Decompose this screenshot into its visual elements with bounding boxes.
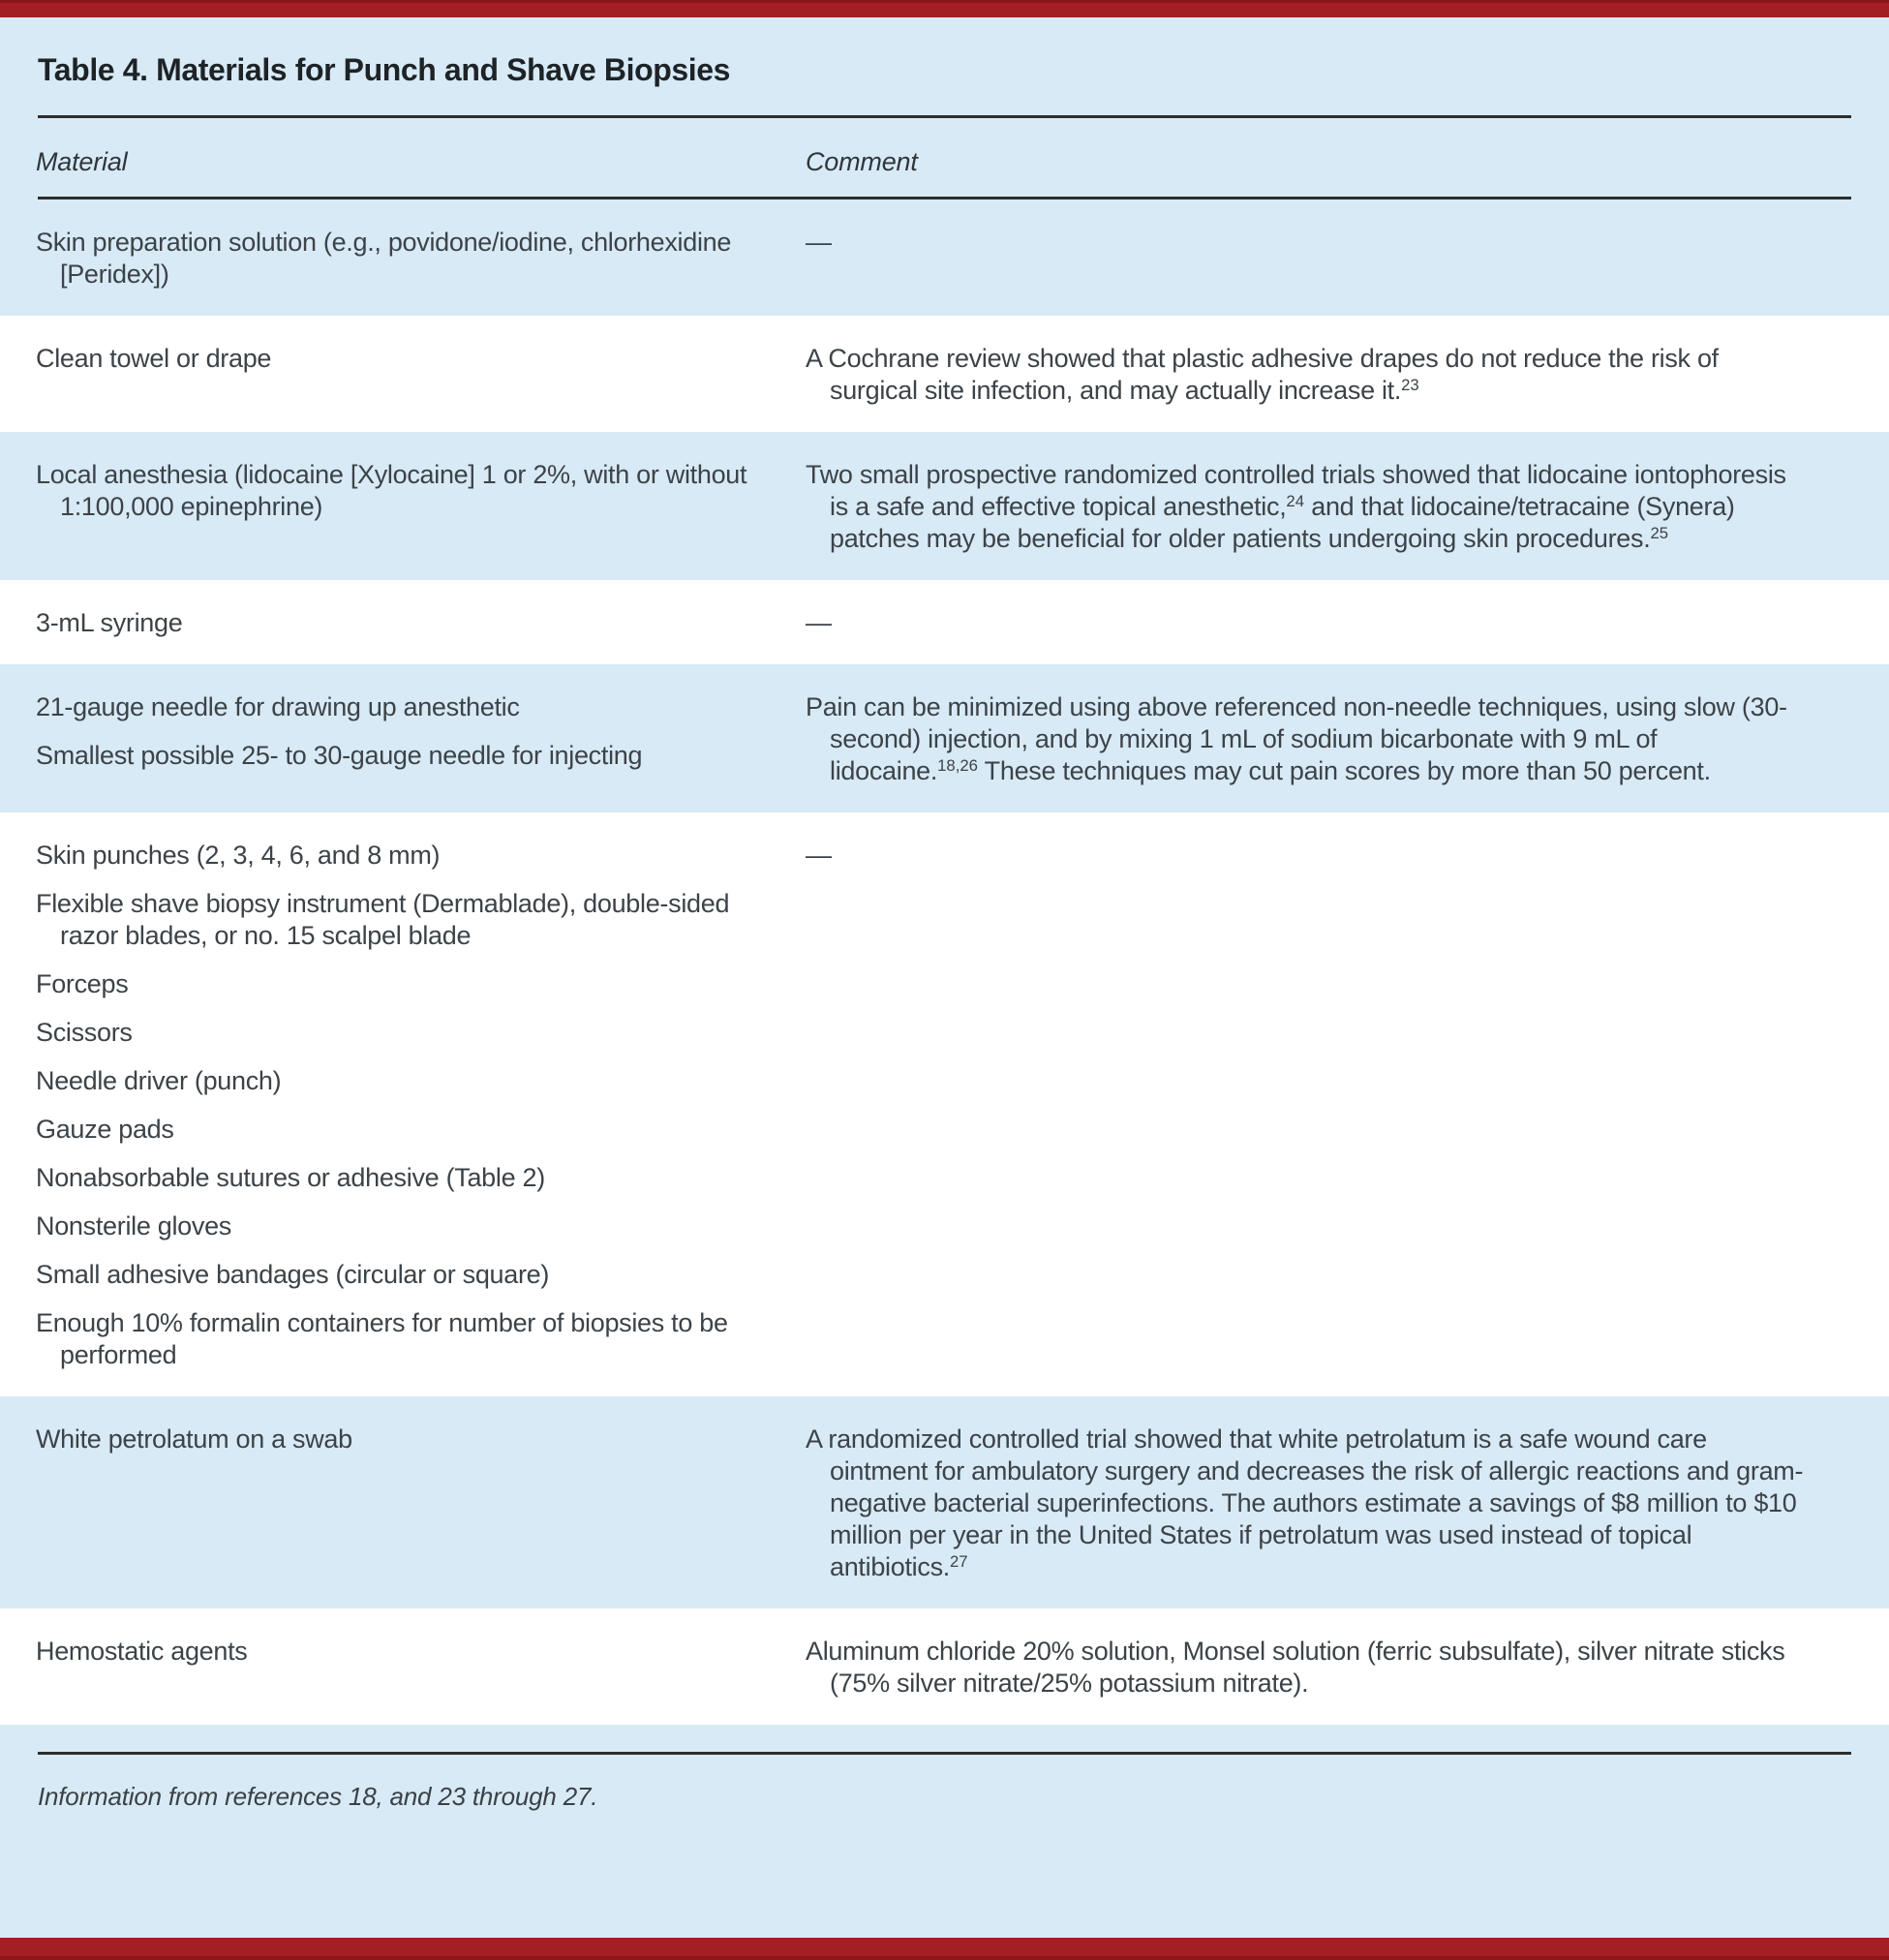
comment-text: Pain can be minimized using above referenced non-needle techniques, using slow (30-second) injection, and by mixing 1 mL of sodium bicarbonate with 9 mL of lidocaine.$^{18,26}$ These techniques may cut pain scores by more than 50 percent.: [806, 692, 1787, 785]
column-header-row: [36, 147, 1853, 177]
material-item: Smallest possible 25- to 30-gauge needle for injecting: [36, 741, 643, 770]
material-cell: [36, 1424, 806, 1583]
table-row: [0, 199, 1889, 316]
material-cell: [36, 840, 806, 1371]
material-cell: [36, 459, 806, 555]
material-item: Gauze pads: [36, 1115, 174, 1144]
material-item: Nonsterile gloves: [36, 1211, 232, 1240]
comment-cell: [806, 607, 1853, 639]
material-item: Scissors: [36, 1018, 133, 1047]
material-item: Clean towel or drape: [36, 344, 272, 373]
material-item: Forceps: [36, 969, 129, 998]
table-row: [0, 1396, 1889, 1608]
comment-text: A randomized controlled trial showed that white petrolatum is a safe wound care ointment for ambulatory surgery and decreases the risk of allergic reactions and gram-negative bacterial superinfections. The authors estimate a savings of $8 million to $10 million per year in the United States if petrolatum was used instead of topical antibiotics.$^{27}$: [806, 1424, 1804, 1581]
table-row: [0, 580, 1889, 664]
comment-cell: [806, 1636, 1853, 1700]
comment-cell: [806, 459, 1853, 555]
table-row: [0, 316, 1889, 432]
material-item: Skin punches (2, 3, 4, 6, and 8 mm): [36, 841, 441, 870]
comment-text: Two small prospective randomized controlled trials showed that lidocaine iontophoresis is a safe and effective topical anesthetic,$^{24}$ and that lidocaine/tetracaine (Synera) patches may be beneficial for older patients undergoing skin procedures.$^{25}$: [806, 460, 1786, 553]
table-row: [0, 812, 1889, 1396]
material-cell: [36, 1636, 806, 1700]
material-item: Flexible shave biopsy instrument (Dermablade), double-sided razor blades, or no. 15 scalpel blade: [36, 889, 730, 950]
footnote-text: Information from references 18, and 23 through 27.: [38, 1782, 598, 1811]
title-rule: [38, 115, 1851, 118]
comment-cell: [806, 343, 1853, 407]
comment-cell: [806, 1424, 1853, 1583]
comment-text: —: [806, 841, 832, 870]
table-title: Table 4. Materials for Punch and Shave Biopsies: [38, 52, 731, 87]
comment-text: Aluminum chloride 20% solution, Monsel solution (ferric subsulfate), silver nitrate sticks (75% silver nitrate/25% potassium nitrate).: [806, 1637, 1785, 1698]
material-item: Needle driver (punch): [36, 1066, 282, 1095]
material-item: Local anesthesia (lidocaine [Xylocaine] 1 or 2%, with or without 1:100,000 epinephrine): [36, 460, 747, 521]
column-header-material: Material: [36, 147, 128, 176]
material-cell: [36, 343, 806, 407]
comment-text: —: [806, 228, 832, 257]
top-accent-bar: [0, 0, 1889, 17]
comment-cell: [806, 691, 1853, 787]
material-item: Skin preparation solution (e.g., povidone/iodine, chlorhexidine [Peridex]): [36, 228, 732, 289]
bottom-accent-bar: [0, 1938, 1889, 1960]
footer-rule: [38, 1752, 1851, 1755]
material-cell: [36, 607, 806, 639]
table-row: [0, 1608, 1889, 1725]
table-row: [0, 664, 1889, 812]
material-item: 3-mL syringe: [36, 608, 183, 637]
material-item: Hemostatic agents: [36, 1637, 248, 1666]
comment-text: —: [806, 608, 832, 637]
table-row: [0, 432, 1889, 580]
material-item: Small adhesive bandages (circular or square): [36, 1260, 550, 1289]
material-item: 21-gauge needle for drawing up anesthetic: [36, 692, 520, 721]
material-item: Nonabsorbable sutures or adhesive (Table 2): [36, 1163, 545, 1192]
column-header-comment: Comment: [806, 147, 918, 176]
material-cell: [36, 691, 806, 787]
comment-cell: [806, 840, 1853, 1371]
table-body: [0, 199, 1889, 1725]
comment-text: A Cochrane review showed that plastic adhesive drapes do not reduce the risk of surgical site infection, and may actually increase it.$^{23}$: [806, 344, 1719, 405]
material-item: Enough 10% formalin containers for number of biopsies to be performed: [36, 1308, 728, 1369]
material-cell: [36, 227, 806, 291]
footer-section: [0, 1725, 1889, 1938]
table-header-block: [0, 17, 1889, 199]
comment-cell: [806, 227, 1853, 291]
material-item: White petrolatum on a swab: [36, 1424, 352, 1454]
